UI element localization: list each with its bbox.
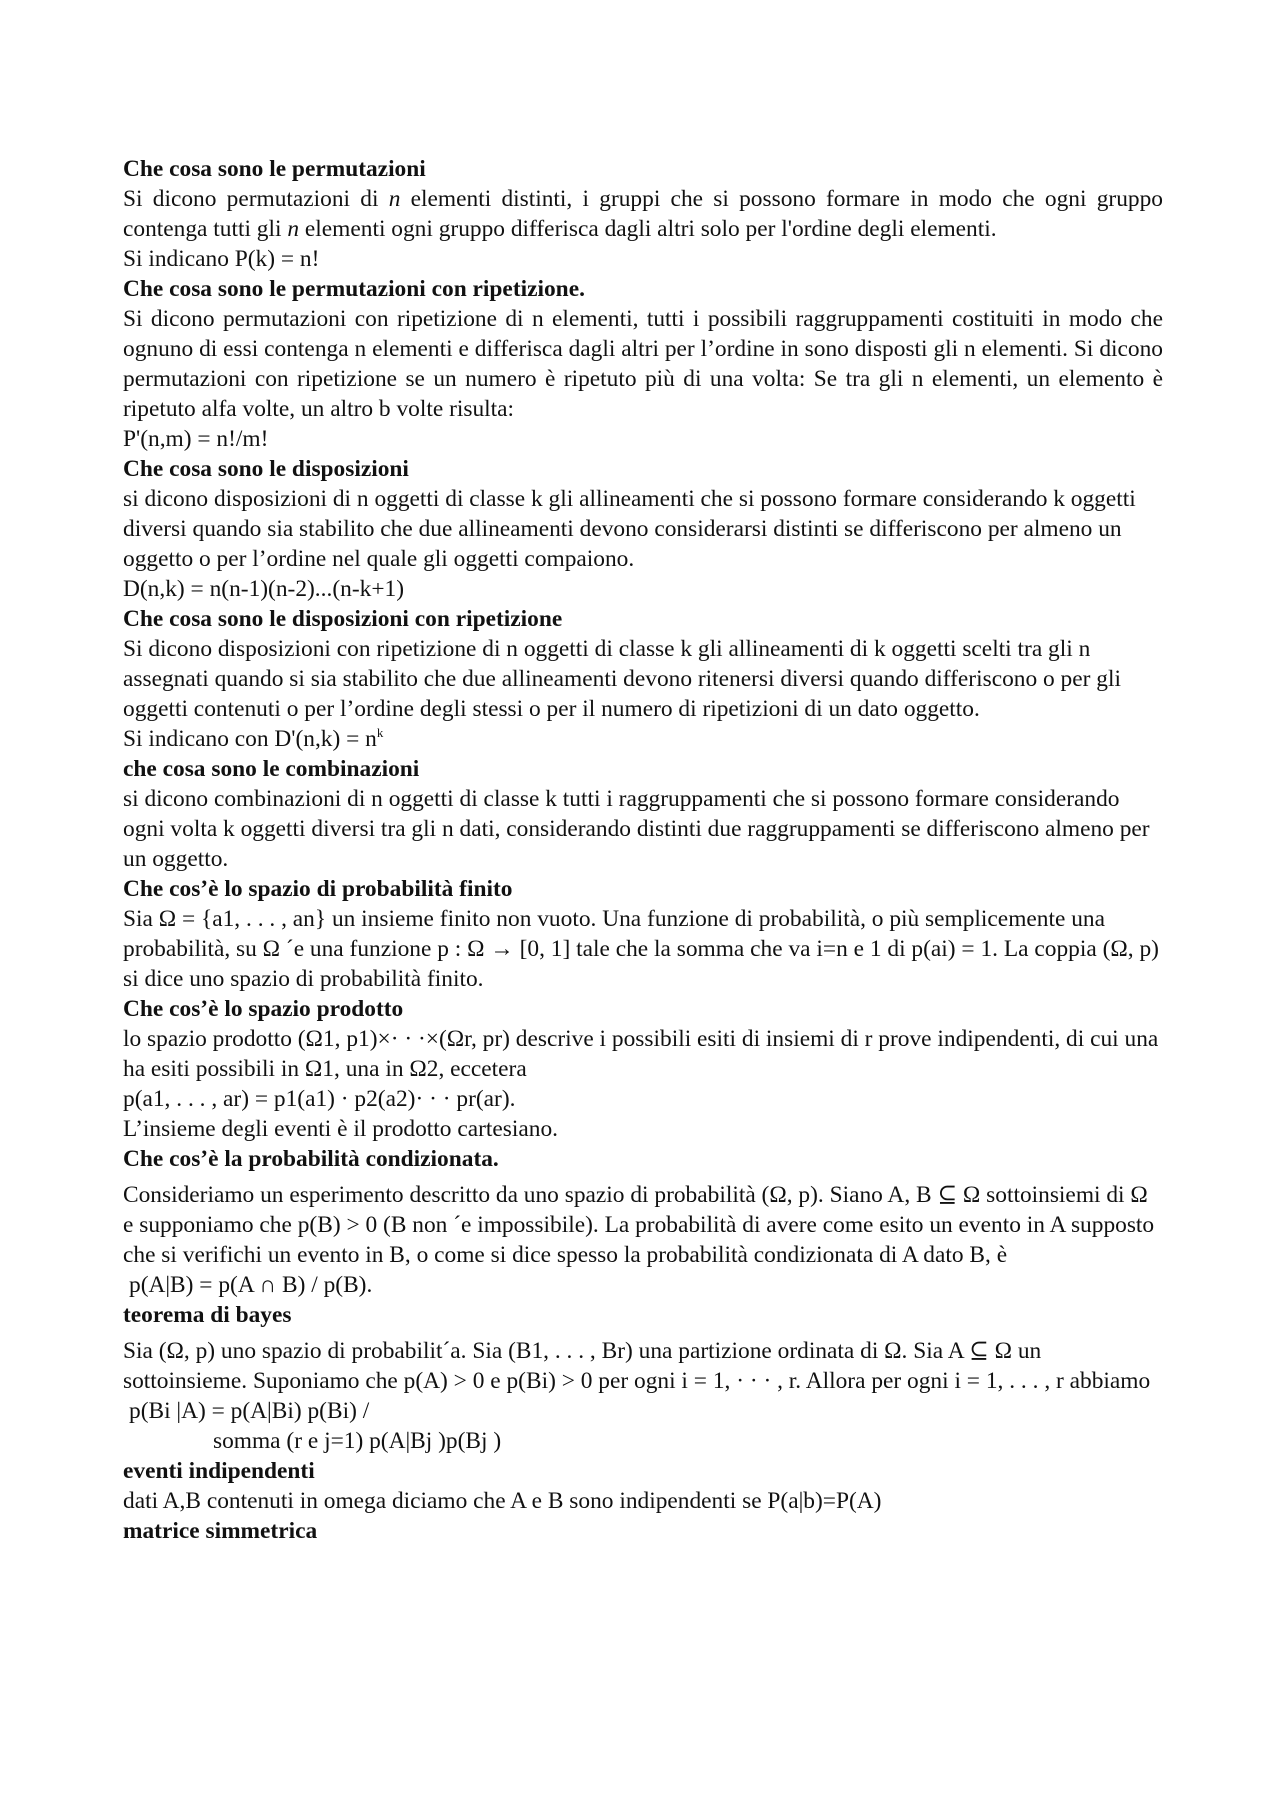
formula-permutazioni: Si indicano P(k) = n! bbox=[123, 246, 320, 272]
paragraph-permutazioni-ripetizione: Si dicono permutazioni con ripetizione di n elementi, tutti i possibili raggruppamenti costituiti in modo che ognuno di essi contenga n elementi e differisca dagli altri per l’ordine in sono disposti gli n elementi. Si dicono permutazioni con ripetizione se un numero è ripetuto più di una volta: Se tra gli n elementi, un elemento è ripetuto alfa volte, un altro b volte risulta: bbox=[123, 306, 1163, 422]
text-segment: elementi distinti, i gruppi che si possono formare in modo che ogni gruppo contenga tutti gli bbox=[123, 186, 1164, 242]
paragraph-probabilita-condizionata: Consideriamo un esperimento descritto da uno spazio di probabilità (Ω, p). Siano A, B ⊆ Ω sottoinsiemi di Ω e supponiamo che p(B) > 0 (B non ´e impossibile). La probabilità di avere come esito un evento in A supposto che si verifichi un evento in B, o come si dice spesso la probabilità condizionata di A dato B, è bbox=[123, 1182, 1155, 1268]
paragraph-eventi-indipendenti: dati A,B contenuti in omega diciamo che A e B sono indipendenti se P(a|b)=P(A) bbox=[123, 1488, 882, 1514]
paragraph-combinazioni: si dicono combinazioni di n oggetti di classe k tutti i raggruppamenti che si possono formare considerando ogni volta k oggetti diversi tra gli n dati, considerando distinti due raggruppamenti se differiscono almeno per un oggetto. bbox=[123, 786, 1150, 872]
heading-permutazioni-ripetizione: Che cosa sono le permutazioni con ripetizione. bbox=[123, 276, 585, 302]
formula-disposizioni-ripetizione bbox=[123, 724, 1163, 754]
heading-spazio-prodotto: Che cos’è lo spazio prodotto bbox=[123, 996, 404, 1022]
heading-spazio-probabilita: Che cos’è lo spazio di probabilità finito bbox=[123, 876, 513, 902]
paragraph-teorema-bayes: Sia (Ω, p) uno spazio di probabilit´a. Sia (B1, . . . , Br) una partizione ordinata di Ω. Sia A ⊆ Ω un sottoinsieme. Suponiamo che p(A) > 0 e p(Bi) > 0 per ogni i = 1, · · · , r. Allora per ogni i = 1, . . . , r abbiamo bbox=[123, 1338, 1151, 1394]
formula-exponent: k bbox=[376, 725, 384, 740]
paragraph-disposizioni: si dicono disposizioni di n oggetti di classe k gli allineamenti che si possono formare considerando k oggetti diversi quando sia stabilito che due allineamenti devono considerarsi distinti se differiscono per almeno un oggetto o per l’ordine nel quale gli oggetti compaiono. bbox=[123, 486, 1136, 572]
paragraph-disposizioni-ripetizione: Si dicono disposizioni con ripetizione di n oggetti di classe k gli allineamenti di k oggetti scelti tra gli n assegnati quando si sia stabilito che due allineamenti devono ritenersi diversi quando differiscono o per gli oggetti contenuti o per l’ordine degli stessi o per il numero di ripetizioni di un dato oggetto. bbox=[123, 636, 1121, 722]
formula-permutazioni-ripetizione: P'(n,m) = n!/m! bbox=[123, 426, 269, 452]
heading-disposizioni-ripetizione: Che cosa sono le disposizioni con ripetizione bbox=[123, 606, 563, 632]
note-spazio-prodotto: L’insieme degli eventi è il prodotto cartesiano. bbox=[123, 1116, 558, 1142]
formula-bayes-numerator: p(Bi |A) = p(A|Bi) p(Bi) / bbox=[129, 1398, 370, 1424]
italic-n: n bbox=[388, 186, 401, 212]
heading-teorema-bayes: teorema di bayes bbox=[123, 1302, 292, 1328]
formula-bayes-denominator: somma (r e j=1) p(A|Bj )p(Bj ) bbox=[213, 1428, 502, 1454]
heading-probabilita-condizionata: Che cos’è la probabilità condizionata. bbox=[123, 1146, 499, 1172]
paragraph-permutazioni bbox=[123, 184, 1163, 244]
document-page bbox=[123, 154, 1163, 1546]
formula-spazio-prodotto: p(a1, . . . , ar) = p1(a1) · p2(a2)· · · pr(ar). bbox=[123, 1086, 516, 1112]
paragraph-spazio-prodotto: lo spazio prodotto (Ω1, p1)×· · ·×(Ωr, pr) descrive i possibili esiti di insiemi di r prove indipendenti, di cui una ha esiti possibili in Ω1, una in Ω2, eccetera bbox=[123, 1026, 1159, 1082]
italic-n: n bbox=[287, 216, 300, 242]
heading-eventi-indipendenti: eventi indipendenti bbox=[123, 1458, 315, 1484]
formula-probabilita-condizionata: p(A|B) = p(A ∩ B) / p(B). bbox=[129, 1272, 373, 1298]
paragraph-spazio-probabilita: Sia Ω = {a1, . . . , an} un insieme finito non vuoto. Una funzione di probabilità, o più semplicemente una probabilità, su Ω ´e una funzione p : Ω → [0, 1] tale che la somma che va i=n e 1 di p(ai) = 1. La coppia (Ω, p) si dice uno spazio di probabilità finito. bbox=[123, 906, 1159, 992]
heading-permutazioni: Che cosa sono le permutazioni bbox=[123, 156, 426, 182]
text-segment: elementi ogni gruppo differisca dagli altri solo per l'ordine degli elementi. bbox=[299, 216, 997, 242]
heading-combinazioni: che cosa sono le combinazioni bbox=[123, 756, 420, 782]
text-segment: Si dicono permutazioni di bbox=[123, 186, 389, 212]
heading-disposizioni: Che cosa sono le disposizioni bbox=[123, 456, 409, 482]
formula-disposizioni: D(n,k) = n(n-1)(n-2)...(n-k+1) bbox=[123, 576, 404, 602]
heading-matrice-simmetrica: matrice simmetrica bbox=[123, 1518, 318, 1544]
formula-base: Si indicano con D'(n,k) = n bbox=[123, 726, 377, 752]
